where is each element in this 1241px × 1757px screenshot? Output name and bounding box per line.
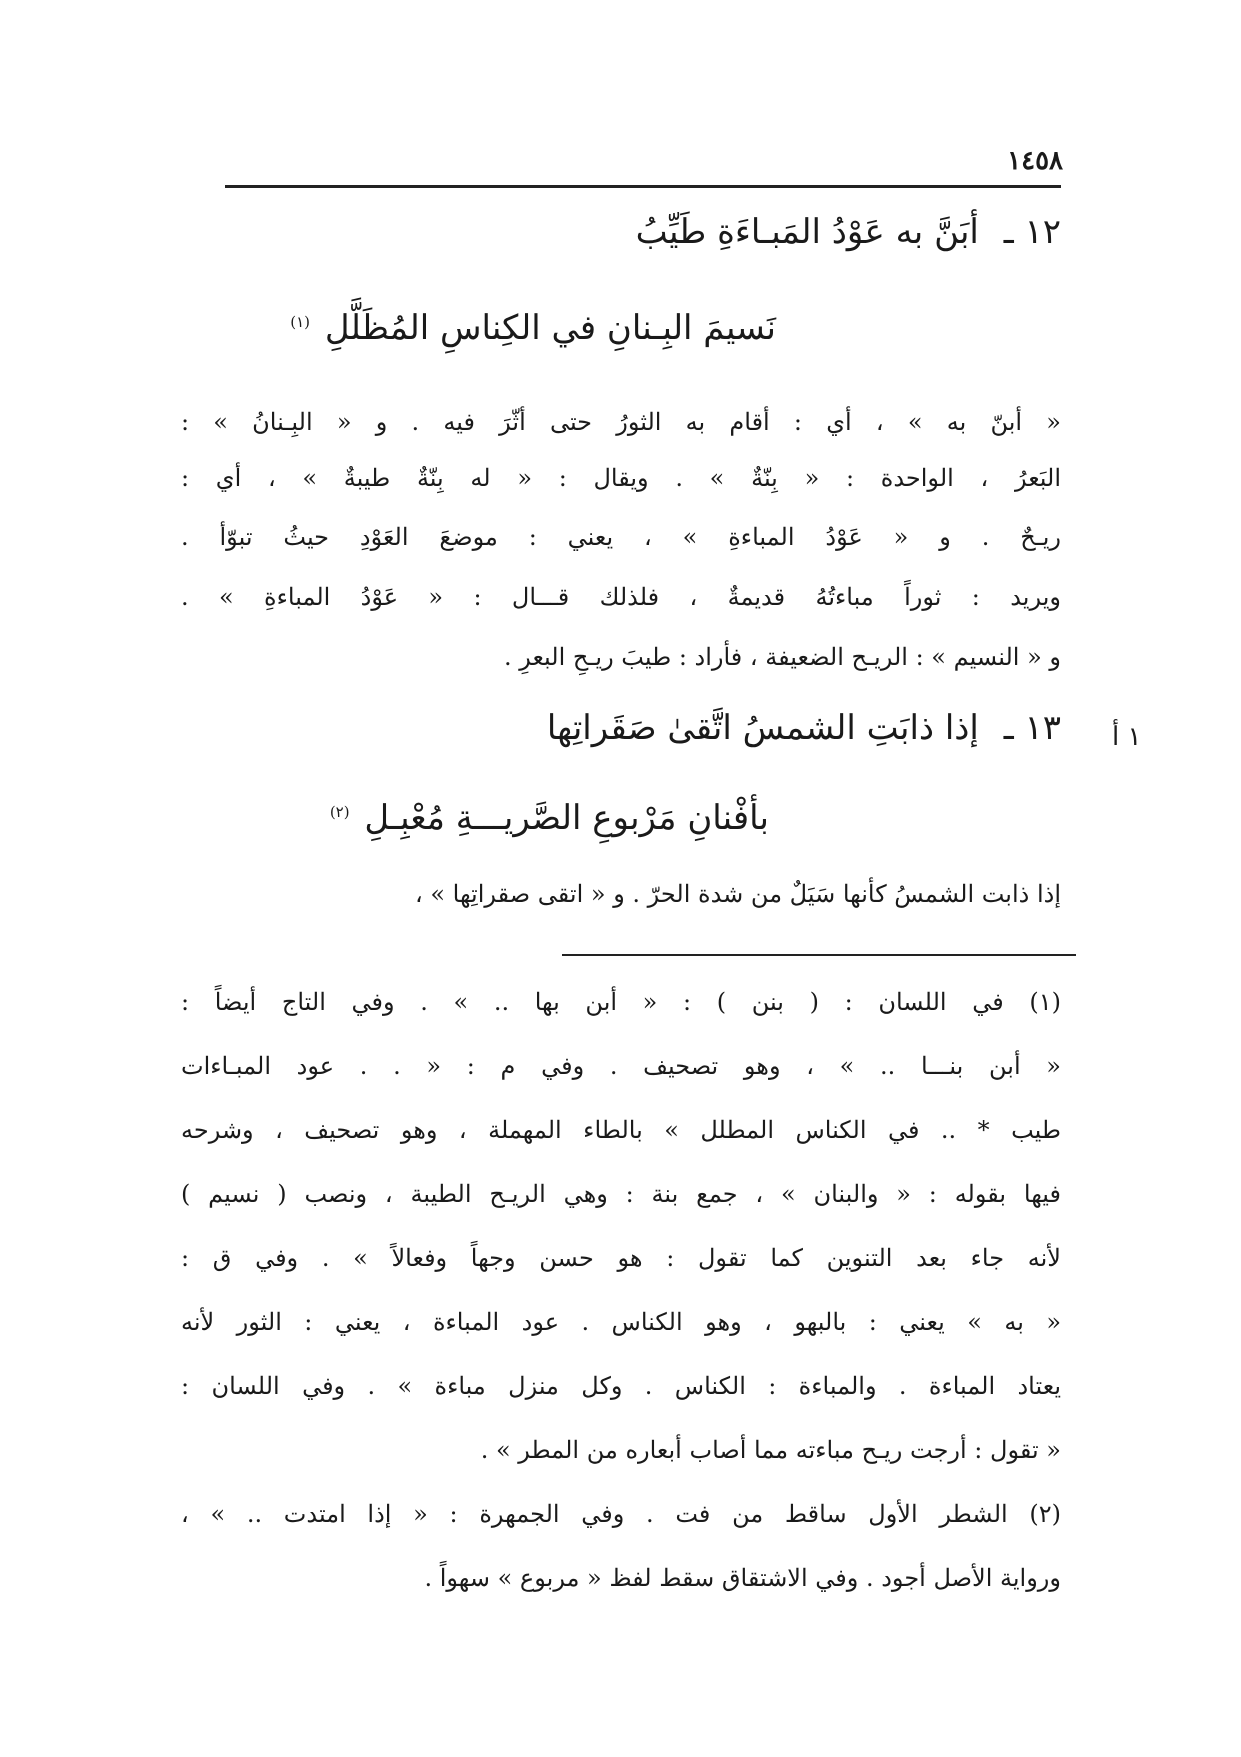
footnote-line: طيب * .. في الكناس المطلل » بالطاء المهملة ، وهو تصحيف ، وشرحه	[181, 1116, 1061, 1144]
verse-13-number: ١٣ ـ	[1003, 708, 1061, 748]
commentary-line: ريـحٌ . و « عَوْدُ المباءةِ » ، يعني : موضعَ العَوْدِ حيثُ تبوّأ .	[181, 523, 1061, 551]
verse-12-hemistich-1: أبَنَّ به عَوْدُ المَبـاءَةِ طَيِّبُ	[635, 212, 979, 252]
commentary-line: « أبنّ به » ، أي : أقام به الثورُ حتى أثّرَ فيه . و « البِـنانُ » :	[181, 408, 1061, 436]
footnote-line: « أبن بنـــا .. » ، وهو تصحيف . وفي م : « . . عود المبـاءات	[181, 1052, 1061, 1080]
footnote-separator	[562, 954, 1076, 956]
commentary-line: ويريد : ثوراً مباءتُهُ قديمةٌ ، فلذلك قـــال : « عَوْدُ المباءةِ » .	[181, 583, 1061, 611]
verse-12-line-1	[636, 212, 1061, 252]
header-rule	[225, 185, 1061, 188]
verse-13-line-1	[547, 708, 1061, 748]
verse-13-line-2	[330, 798, 769, 838]
page-number: ١٤٥٨	[1007, 146, 1063, 176]
verse-13-hemistich-2: بأفْنانِ مَرْبوعِ الصَّريـــةِ مُعْبِـلِ	[364, 798, 769, 838]
commentary-line: و « النسيم » : الريـح الضعيفة ، فأراد : طيبَ ريـحِ البعرِ .	[503, 643, 1061, 671]
footnote-line: (٢) الشطر الأول ساقط من فت . وفي الجمهرة : « إذا امتدت .. » ،	[181, 1500, 1061, 1528]
footnote-line: (١) في اللسان : ( بنن ) : « أبن بها .. » . وفي التاج أيضاً :	[181, 988, 1061, 1016]
commentary-line: البَعرُ ، الواحدة : « بِنّةٌ » . ويقال : « له بِنّةٌ طيبةٌ » ، أي :	[181, 464, 1061, 492]
footnote-line: « به » يعني : بالبهو ، وهو الكناس . عود المباءة ، يعني : الثور لأنه	[181, 1308, 1061, 1336]
footnote-line: يعتاد المباءة . والمباءة : الكناس . وكل منزل مباءة » . وفي اللسان :	[181, 1372, 1061, 1400]
footnote-mark-1: (١)	[290, 312, 310, 331]
footnote-line: لأنه جاء بعد التنوين كما تقول : هو حسن وجهاً وفعالاً » . وفي ق :	[181, 1244, 1061, 1272]
commentary-line: إذا ذابت الشمسُ كأنها سَيَلٌ من شدة الحرّ . و « اتقى صقراتِها » ،	[414, 880, 1061, 908]
footnote-mark-2: (٢)	[329, 802, 350, 821]
footnote-line: ورواية الأصل أجود . وفي الاشتقاق سقط لفظ « مربوع » سهواً .	[424, 1564, 1061, 1592]
margin-note: ١ أ	[1112, 722, 1142, 752]
verse-12-number: ١٢ ـ	[1003, 212, 1061, 252]
verse-13-hemistich-1: إذا ذابَتِ الشمسُ اتَّقىٰ صَقَراتِها	[546, 708, 979, 748]
footnote-line: « تقول : أرجت ريـح مباءته مما أصاب أبعاره من المطر » .	[480, 1436, 1061, 1464]
footnote-line: فيها بقوله : « والبنان » ، جمع بنة : وهي الريـح الطيبة ، ونصب ( نسيم )	[181, 1180, 1061, 1208]
verse-12-hemistich-2: نَسيمَ البِـنانِ في الكِناسِ المُظَلَّلِ	[324, 308, 776, 348]
verse-12-line-2	[290, 308, 776, 348]
